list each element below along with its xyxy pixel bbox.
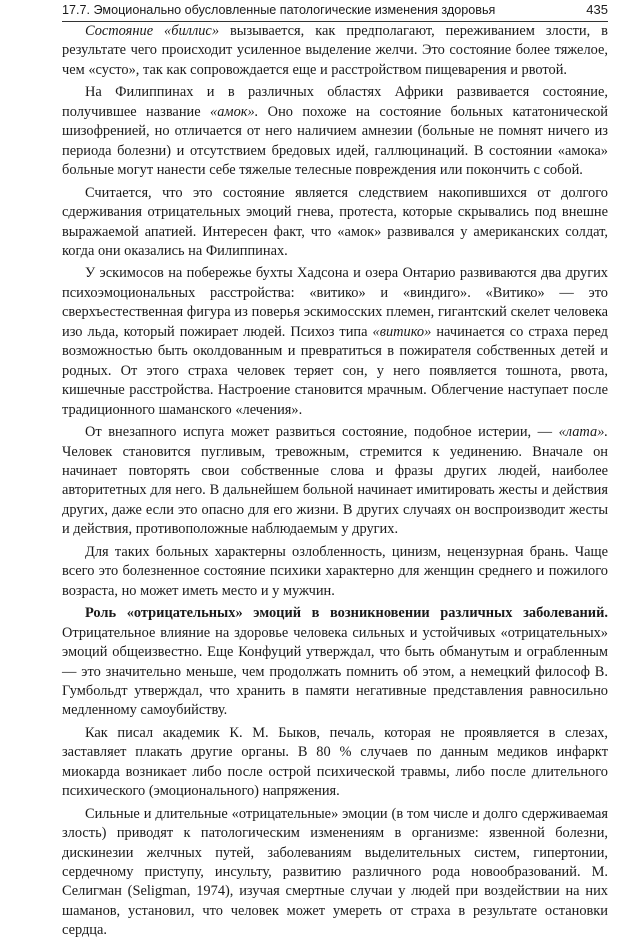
term-amok: «амок». xyxy=(210,103,259,120)
paragraph-seligman xyxy=(62,805,608,941)
running-header xyxy=(62,1,608,22)
paragraph-text: Человек становится пугливым, тревожным, стремится к уединению. Вначале он начинает повторять свои собственные слова и фразы других людей, наиболее авторитетных для него. В дальнейшем больной начинает имитировать жесты и действия других, даже если это опасно для его жизни. В других случаях он воспроизводит жесты и действия, противоположные наблюдаемым у других. xyxy=(62,443,608,538)
paragraph-text: На Филиппинах и в различных областях Африки развивается состояние, получившее название xyxy=(62,84,608,120)
paragraph-negative-emotions xyxy=(62,604,608,721)
paragraph-text: Отрицательное влияние на здоровье человека сильных и устойчивых «отрицательных» эмоций общеизвестно. Еще Конфуций утверждал, что быть обманутым и ограбленным — это значительно меньше, чем продолжать помнить об этом, а немецкий философ В. Гумбольдт утверждал, что хранить в памяти негативные представления равносильно медленному самоубийству. xyxy=(62,624,608,719)
paragraph-text: начинается со страха перед возможностью быть околдованным и превратиться в пожирателя собственных детей и родных. От этого страха человек теряет сон, у него появляется тошнота, рвота, кишечные расстройства. Настроение становится мрачным. Облегчение наступает после традиционного шаманского «лечения». xyxy=(62,323,608,418)
running-header-title: 17.7. Эмоционально обусловленные патологические изменения здоровья xyxy=(62,3,496,17)
page-number: 435 xyxy=(586,2,608,17)
paragraph-text: Как писал академик К. М. Быков, печаль, которая не проявляется в слезах, заставляет плакать другие органы. В 80 % случаев по данным медиков инфаркт миокарда возникает либо после острой психической травмы, либо после длительного психического (эмоционального) напряжения. xyxy=(62,724,608,800)
paragraph-text: вызывается, как предполагают, переживанием злости, в результате чего происходит усиленное выделение желчи. Это состояние более тяжелое, чем «сусто», так как сопровождается еще и расстройством пищеварения и рвотой. xyxy=(62,23,608,78)
section-heading: Роль «отрицательных» эмоций в возникновении различных заболеваний. xyxy=(85,605,608,622)
paragraph-text: Для таких больных характерны озлобленность, цинизм, нецензурная брань. Чаще всего это болезненное состояние психики характерно для женщин среднего и пожилого возраста, но может иметь место и у мужчин. xyxy=(62,543,608,599)
paragraph-lata xyxy=(62,423,608,540)
paragraph-bykov xyxy=(62,724,608,802)
paragraph-lata-traits xyxy=(62,543,608,601)
term-billis: Состояние «биллис» xyxy=(85,23,220,39)
paragraph-amok xyxy=(62,83,608,180)
paragraph-text: Оно похоже на состояние больных кататонической шизофренией, но отличается от него наличием амнезии (больные не помнят ничего из периода болезни) и отсутствием бредовых идей, галлюцинаций. В состоянии «амока» больные могут нанести себе тяжелые телесные повреждения или покончить с собой. xyxy=(62,103,608,179)
paragraph-amok-cause xyxy=(62,184,608,262)
paragraph-text: У эскимосов на побережье бухты Хадсона и озера Онтарио развиваются два других психоэмоциональных расстройства: «витико» и «виндиго». «Витико» — это сверхъестественная фигура из поверья эскимосских племен, гигантский скелет человека изо льда, который пожирает людей. Психоз типа xyxy=(62,265,608,340)
paragraph-text: Считается, что это состояние является следствием накопившихся от долгого сдерживания отрицательных эмоций гнева, протеста, которые скрывались под внешне выражаемой апатией. Интересен факт, что «амок» развивался у американских солдат, когда они оказались на Филиппинах. xyxy=(62,184,608,259)
paragraph-text: Сильные и длительные «отрицательные» эмоции (в том числе и долго сдерживаемая злость) приводят к патологическим изменениям в организме: язвенной болезни, дискинезии желчных путей, заболеваниям выделительных систем, гипертонии, сердечному приступу, инсульту, развитию различного рода новообразований. М. Селигман (Seligman, 1974), изучая смертные случаи у людей при воздействии на них шаманов, установил, что человек может умереть от страха в результате остановки сердца. xyxy=(62,805,608,939)
term-lata: «лата». xyxy=(558,424,608,441)
body-text xyxy=(62,22,608,941)
paragraph-text: От внезапного испуга может развиться состояние, подобное истерии, — xyxy=(85,424,559,441)
paragraph-vitiko xyxy=(62,264,608,420)
paragraph-billis xyxy=(62,22,608,80)
term-vitiko: «витико» xyxy=(372,323,432,340)
